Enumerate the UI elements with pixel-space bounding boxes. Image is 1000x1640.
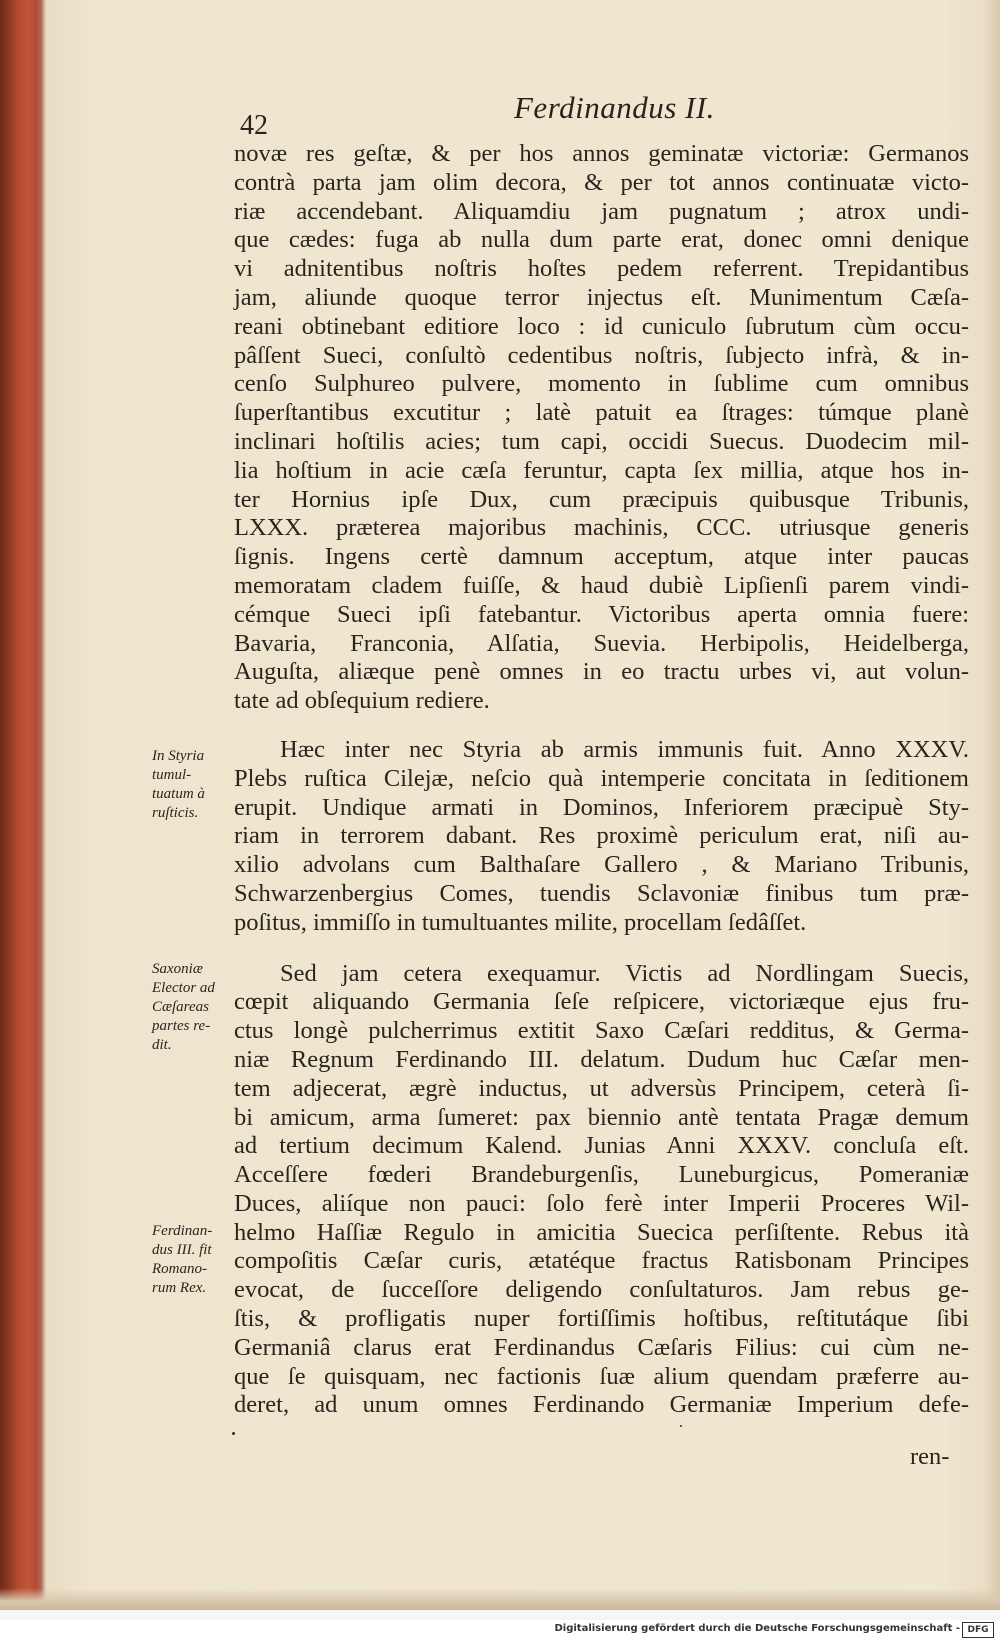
margin-note-line: Romano- (152, 1261, 207, 1277)
margin-note-line: In Styria (152, 748, 205, 764)
text-line: memoratam cladem fuiſſe, & haud dubiè Lipſienſi parem vindi- (234, 571, 969, 599)
text-line: deret, ad unum omnes Ferdinando Germaniæ Imperium defe- (234, 1391, 969, 1419)
margin-note-line: tumul- (152, 767, 192, 783)
margin-note-saxoniae (152, 960, 234, 1055)
text-line: Germaniâ clarus erat Ferdinandus Cæſaris Filius: cui cùm ne- (234, 1333, 969, 1361)
text-line: jam, aliunde quoque terror injectus eſt. Munimentum Cæſa- (234, 283, 969, 311)
funding-credit: Digitalisierung gefördert durch die Deutsche Forschungsgemeinschaft - (554, 1623, 960, 1634)
text-line: niæ Regnum Ferdinando III. delatum. Dudum huc Cæſar men- (234, 1045, 969, 1073)
text-line: tem adjecerat, ægrè inductus, ut adversùs Principem, ceterà ſi- (234, 1074, 969, 1102)
catchword: ren- (910, 1443, 950, 1470)
margin-note-line: Cæſareas (152, 999, 209, 1015)
text-line: LXXX. præterea majoribus machinis, CCC. utriusque generis (234, 514, 969, 542)
text-line: xilio advolans cum Balthaſare Gallero , & Mariano Tribunis, (234, 851, 969, 879)
ink-speck (232, 1432, 235, 1435)
text-line: lia hoſtium in acie cæſa feruntur, capta ſex millia, atque hos in- (234, 456, 969, 484)
text-line: bi amicum, arma ſumeret: pax biennio antè tentata Pragæ demum (234, 1103, 969, 1131)
text-line: que cædes: fuga ab nulla dum parte erat, donec omni denique (234, 226, 969, 254)
dfg-logo: DFG (962, 1622, 994, 1638)
ink-speck (680, 1425, 682, 1427)
text-line: Acceſſere fœderi Brandeburgenſis, Luneburgicus, Pomeraniæ (234, 1161, 969, 1189)
text-line: poſitus, immiſſo in tumultuantes milite, procellam ſedâſſet. (234, 908, 807, 936)
page-header (0, 0, 1000, 150)
text-line: cœpit aliquando Germania ſeſe reſpicere, victoriæque ejus fru- (234, 988, 969, 1016)
text-line: novæ res geſtæ, & per hos annos geminatæ victoriæ: Germanos (234, 140, 969, 167)
text-line: helmo Haſſiæ Regulo in amicitia Suecica perſiſtente. Rebus ità (234, 1218, 969, 1246)
text-line: ſtis, & profligatis nuper fortiſſimis hoſtibus, reſtitutáque ſibi (234, 1305, 969, 1333)
text-line: reani obtinebant editiore loco : id cuniculo ſubrutum cùm occu- (234, 312, 969, 340)
text-line: Plebs ruſtica Cilejæ, neſcio quà intemperie concitata in ſeditionem (234, 764, 969, 792)
text-line: Duces, aliíque non pauci: ſolo ferè inter Imperii Proceres Wil- (234, 1189, 969, 1217)
text-line: pâſſent Sueci, conſultò cedentibus noſtris, ſubjecto infrà, & in- (234, 341, 969, 369)
margin-note-ferdinandus (152, 1222, 234, 1298)
running-head: Ferdinandus II. (514, 90, 715, 125)
text-line: contrà parta jam olim decora, & per tot annos continuatæ victo- (234, 168, 969, 196)
margin-note-line: Ferdinan- (152, 1223, 213, 1239)
text-line: que ſe quisquam, nec factionis ſuæ alium quendam præferre au- (234, 1362, 969, 1390)
footer-bar (0, 1620, 1000, 1640)
text-line: erupit. Undique armati in Dominos, Inferiorem præcipuè Sty- (234, 793, 969, 821)
text-line: cémque Sueci ipſi fatebantur. Victoribus aperta omnia fuere: (234, 600, 969, 628)
margin-note-line: tuatum à (152, 786, 205, 802)
text-line: ad tertium decimum Kalend. Junias Anni XXXV. concluſa eſt. (234, 1132, 969, 1160)
text-line: ſuperſtantibus excutitur ; latè patuit ea ſtrages: túmque planè (234, 399, 969, 427)
text-line: evocat, de ſucceſſore deligendo conſultaturos. Jam rebus ge- (234, 1276, 969, 1304)
text-line: compoſitis Cæſar curis, ætatéque fractus Ratisbonam Principes (234, 1247, 969, 1275)
text-line: vi adnitentibus noſtris hoſtes pedem referrent. Trepidantibus (234, 255, 969, 283)
margin-note-line: rum Rex. (152, 1280, 207, 1296)
margin-note-line: dus III. fit (152, 1242, 212, 1258)
body-text (234, 140, 969, 1420)
text-line: inclinari hoſtilis acies; tum capi, occidi Suecus. Duodecim mil- (234, 427, 969, 455)
text-line: riæ accendebant. Aliquamdiu jam pugnatum ; atrox undi- (234, 197, 969, 225)
text-line: ctus longè pulcherrimus extitit Saxo Cæſari redditus, & Germa- (234, 1017, 969, 1045)
page-number: 42 (240, 110, 268, 141)
margin-note-line: dit. (152, 1037, 172, 1053)
text-line: Bavaria, Franconia, Alſatia, Suevia. Herbipolis, Heidelberga, (234, 629, 969, 657)
text-line: ſignis. Ingens certè damnum acceptum, atque inter paucas (234, 543, 969, 571)
margin-note-line: Elector ad (152, 980, 215, 996)
text-line: tate ad obſequium rediere. (234, 687, 490, 715)
text-line: Schwarzenbergius Comes, tuendis Sclavoniæ finibus tum præ- (234, 879, 969, 907)
margin-note-line: partes re- (152, 1018, 211, 1034)
margin-note-styria (152, 747, 234, 823)
text-line: Auguſta, aliæque penè omnes in eo tractu urbes vi, aut volun- (234, 658, 969, 686)
text-line: riam in terrorem dabant. Res proximè periculum erat, niſi au- (234, 822, 969, 850)
text-line: cenſo Sulphureo pulvere, momento in ſublime cum omnibus (234, 370, 969, 398)
text-line: ter Hornius ipſe Dux, cum præcipuis quibusque Tribunis, (234, 485, 969, 513)
margin-note-line: Saxoniæ (152, 961, 203, 977)
text-line: Hæc inter nec Styria ab armis immunis fuit. Anno XXXV. (280, 735, 969, 763)
margin-note-line: ruſticis. (152, 805, 199, 821)
text-line: Sed jam cetera exequamur. Victis ad Nordlingam Suecis, (280, 959, 969, 987)
